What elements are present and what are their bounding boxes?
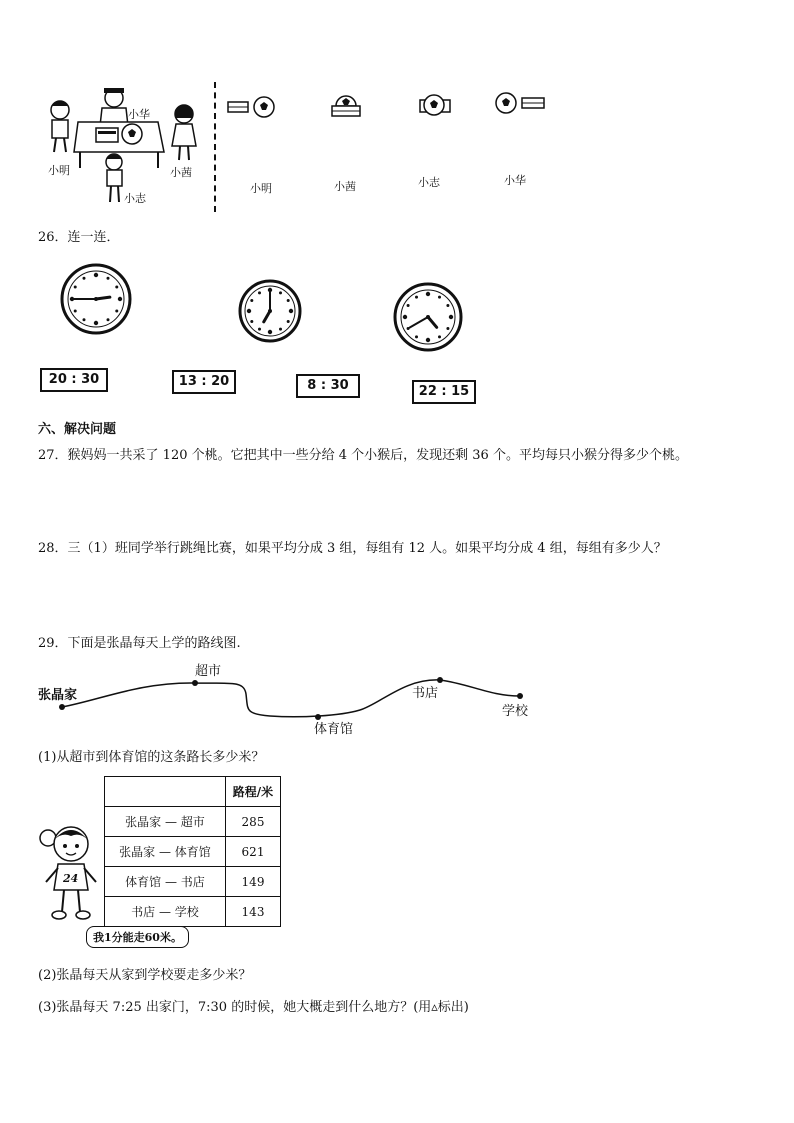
clock-tick [107, 318, 110, 321]
clock-hub [426, 315, 430, 319]
clock-tick [115, 310, 118, 313]
clock-tick [107, 277, 110, 280]
q29-sub3: (3)张晶每天 7:25 出家门，7:30 的时候，她大概走到什么地方？(用▵标出) [38, 1000, 469, 1015]
girl-illustration [36, 820, 106, 924]
distance-cell: 149 [226, 867, 281, 897]
distance-cell: 621 [226, 837, 281, 867]
table-row [105, 867, 281, 897]
clock-tick [118, 297, 122, 301]
point-home [59, 704, 65, 710]
clock-tick [446, 327, 449, 330]
ball-and-box-view-icon [492, 90, 552, 120]
clock-tick [247, 309, 251, 313]
label-xiaohua: 小华 [128, 108, 150, 121]
ball-in-front-of-box-view-icon [416, 92, 456, 122]
table-row [105, 807, 281, 837]
clock-tick [426, 292, 430, 296]
q29-sub2: (2)张晶每天从家到学校要走多少米？ [38, 968, 252, 983]
route-cell: 张晶家 — 超市 [105, 807, 226, 837]
clock-tick [449, 315, 453, 319]
clock-tick [279, 291, 282, 294]
clock-tick [287, 320, 290, 323]
route-cell: 体育馆 — 书店 [105, 867, 226, 897]
clock-tick [287, 299, 290, 302]
clock-tick [426, 338, 430, 342]
box-and-ball-view-icon [226, 94, 286, 124]
table-header-distance: 路程/米 [226, 777, 281, 807]
table-header-blank [105, 777, 226, 807]
map-label-home: 张晶家 [38, 688, 78, 703]
distance-cell: 143 [226, 897, 281, 927]
label-xiaoming: 小明 [48, 164, 70, 177]
ball-behind-box-view-icon [330, 92, 370, 122]
table-row [105, 837, 281, 867]
clock-tick [250, 299, 253, 302]
option-label: 小明 [250, 182, 272, 195]
time-card-2: 13 : 20 [172, 370, 236, 394]
distance-cell: 285 [226, 807, 281, 837]
q25-divider [214, 82, 216, 212]
point-gym [315, 714, 321, 720]
point-market [192, 680, 198, 686]
q26-title: 26．连一连． [38, 230, 120, 245]
clock-tick [438, 296, 441, 299]
clock-tick [250, 320, 253, 323]
q29-sub1: (1)从超市到体育馆的这条路长多少米？ [38, 750, 265, 765]
time-card-1: 20 : 30 [40, 368, 108, 392]
clock-tick [83, 318, 86, 321]
q25-option-3 [416, 92, 476, 192]
q26-clocks [0, 255, 794, 355]
label-xiaozhi: 小志 [124, 192, 146, 205]
clock-tick [74, 286, 77, 289]
q25-option-1 [226, 94, 286, 194]
clock-tick [415, 296, 418, 299]
clock-tick [258, 328, 261, 331]
section-title: 六、解决问题 [38, 422, 117, 437]
clock-tick [438, 335, 441, 338]
q25-scene [40, 82, 210, 216]
clock-tick [446, 304, 449, 307]
clock-tick [83, 277, 86, 280]
clock-hub [268, 309, 272, 313]
distance-table [104, 776, 281, 927]
table-row [105, 897, 281, 927]
q27-text: 27．猴妈妈一共采了 120 个桃。它把其中一些分给 4 个小猴后，发现还剩 36 个。平均每只小猴分得多少个桃。 [38, 448, 688, 463]
route-map [0, 660, 794, 740]
speech-bubble: 我1分能走60米。 [86, 926, 189, 948]
option-label: 小华 [504, 174, 526, 187]
route-cell: 张晶家 — 体育馆 [105, 837, 226, 867]
clock-tick [268, 330, 272, 334]
clock-tick [74, 310, 77, 313]
clock-tick [407, 304, 410, 307]
point-bookstore [437, 677, 443, 683]
hour-hand [96, 297, 110, 299]
map-label-gym: 体育馆 [314, 722, 354, 737]
q25-option-4 [492, 90, 552, 190]
clock-tick [279, 328, 282, 331]
point-school [517, 693, 523, 699]
clock-faces [0, 255, 794, 355]
option-label: 小茜 [334, 180, 356, 193]
map-label-market: 超市 [195, 664, 222, 679]
route-map-path [0, 660, 794, 740]
map-label-school: 学校 [502, 704, 529, 719]
clock-tick [94, 321, 98, 325]
time-card-4: 22 : 15 [412, 380, 476, 404]
girl-shirt-number: 24 [63, 872, 79, 885]
clock-tick [289, 309, 293, 313]
q28-text: 28．三（1）班同学举行跳绳比赛，如果平均分成 3 组，每组有 12 人。如果平均分成 4 组，每组有多少人？ [38, 541, 667, 556]
clock-tick [403, 315, 407, 319]
q29-title: 29．下面是张晶每天上学的路线图. [38, 636, 241, 651]
clock-tick [115, 286, 118, 289]
option-label: 小志 [418, 176, 440, 189]
time-card-3: 8 : 30 [296, 374, 360, 398]
q25-option-2 [330, 92, 390, 192]
clock-hub [94, 297, 98, 301]
clock-tick [94, 273, 98, 277]
map-label-bookstore: 书店 [412, 686, 439, 701]
clock-tick [258, 291, 261, 294]
clock-tick [415, 335, 418, 338]
route-cell: 书店 — 学校 [105, 897, 226, 927]
label-xiaoqian: 小茜 [170, 166, 192, 179]
table-header-row [105, 777, 281, 807]
